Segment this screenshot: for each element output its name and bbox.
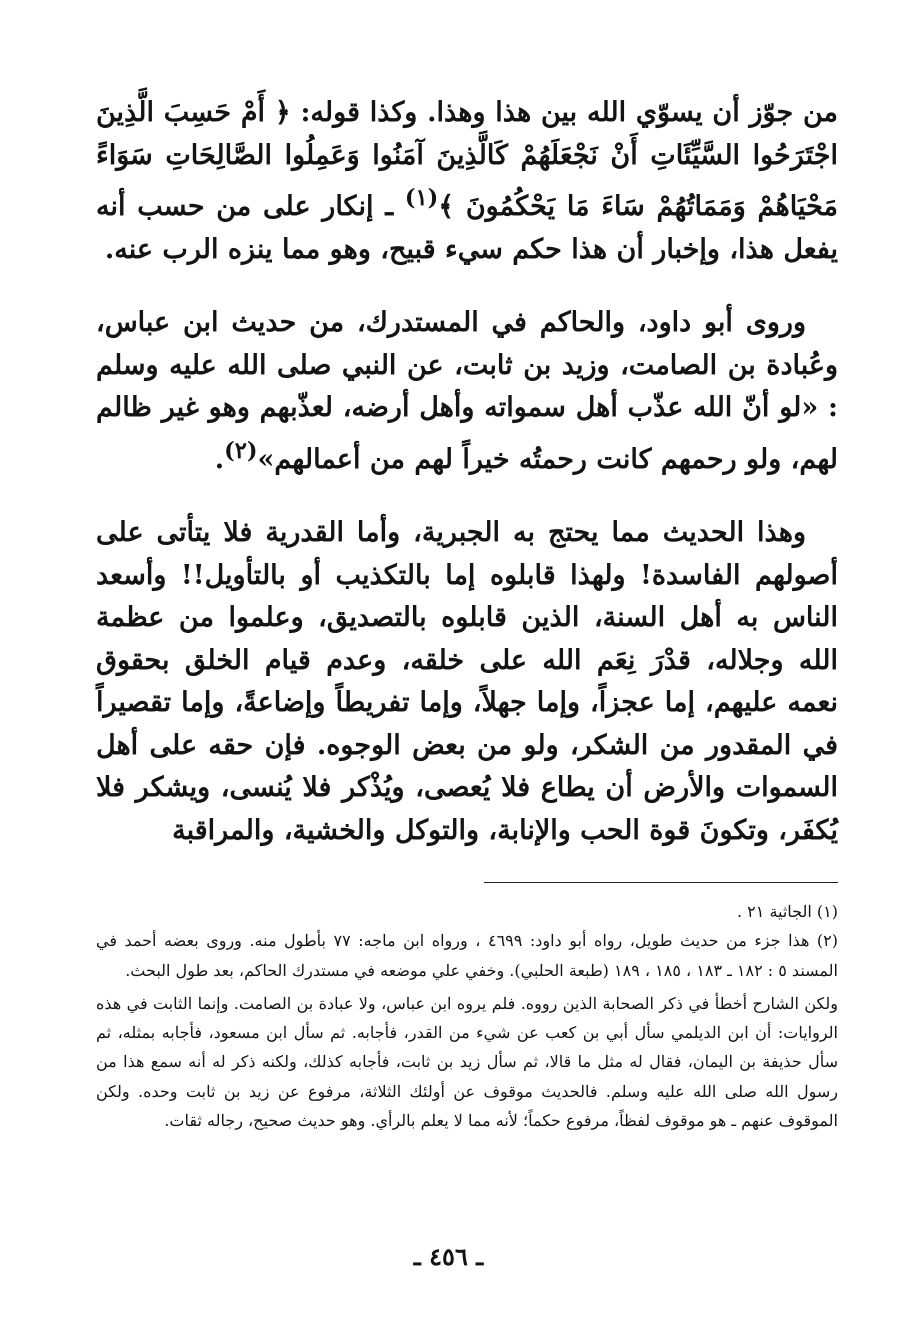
paragraph-1-rest: ـ إنكار على من حسب أنه يفعل هذا، وإخبار أن هذا حكم سيء قبيح، وهو مما ينزه الرب عنه. <box>96 191 838 265</box>
footnote-ref-2: (٢) <box>224 437 258 464</box>
footnote-2-continuation: ولكن الشارح أخطأ في ذكر الصحابة الذين رووه. فلم يروه ابن عباس، ولا عبادة بن الصامت. وإنما الثابت في هذه الروايات: أن ابن الديلمي سأل أبي بن كعب عن شيء من القدر، فأجابه. ثم سأل ابن مسعود، فأجابه بمثله، ثم سأل حذيفة بن اليمان، فقال له مثل ما قالا، ثم سأل زيد بن ثابت، فأجابه كذلك، ولكنه ذكر له أنه سمع هذا من رسول الله صلى الله عليه وسلم. فالحديث موقوف عن أولئك الثلاثة، مرفوع عن زيد بن ثابت وحده. ولكن الموقوف عنهم ـ هو موقوف لفظاً، مرفوع حكماً؛ لأنه مما لا يعلم بالرأي. وهو حديث صحيح، رجاله ثقات. <box>96 993 838 1131</box>
paragraph-1 <box>96 92 838 271</box>
footnote-1: (١) الجاثية ٢١ . <box>737 902 838 921</box>
footnotes <box>96 897 838 1135</box>
paragraph-3: وهذا الحديث مما يحتج به الجبرية، وأما القدرية فلا يتأتى على أصولهم الفاسدة! ولهذا قابلوه إما بالتكذيب أو بالتأويل!! وأسعد الناس به أهل السنة، الذين قابلوه بالتصديق، وعلموا من عظمة الله وجلاله، قدْرَ نِعَم الله على خلقه، وعدم قيام الخلق بحقوق نعمه عليهم، إما عجزاً، وإما جهلاً، وإما تفريطاً وإضاعةً، وإما تقصيراً في المقدور من الشكر، ولو من بعض الوجوه. فإن حقه على أهل السموات والأرض أن يطاع فلا يُعصى، ويُذْكر فلا يُنسى، ويشكر فلا يُكفَر، وتكونَ قوة الحب والإنابة، والتوكل والخشية، والمراقبة <box>96 517 838 846</box>
paragraph-2 <box>96 302 838 481</box>
footnote-ref-1: (١) <box>404 185 439 211</box>
page-number: ـ ٤٥٦ ـ <box>413 1242 484 1271</box>
paragraph-1-lead: من جوّز أن يسوّي الله بين هذا وهذا. وكذا قوله: <box>300 97 838 128</box>
paragraph-2-text: وروى أبو داود، والحاكم في المستدرك، من حديث ابن عباس، وعُبادة بن الصامت، وزيد بن ثابت، عن النبي صلى الله عليه وسلم : «لو أنّ الله عذّب أهل سمواته وأهل أرضه، لعذّبهم وهو غير ظالم لهم، ولو رحمهم كانت رحمتُه خيراً لهم من أعمالهم» <box>96 307 838 475</box>
footnote-divider <box>484 882 838 883</box>
paragraph-2-end: . <box>214 443 225 475</box>
main-text <box>96 92 838 852</box>
quran-verse: ﴿ أَمْ حَسِبَ الَّذِينَ اجْتَرَحُوا السَّيِّئَاتِ أَنْ نَجْعَلَهُمْ كَالَّذِينَ آمَنُوا وَعَمِلُوا الصَّالِحَاتِ سَوَاءً مَحْيَاهُمْ وَمَمَاتُهُمْ سَاءَ مَا يَحْكُمُونَ ﴾ <box>96 97 839 222</box>
footnote-2: (٢) هذا جزء من حديث طويل، رواه أبو داود: ٤٦٩٩ ، ورواه ابن ماجه: ٧٧ بأطول منه. وروى بعضه أحمد في المسند ٥ : ١٨٢ ـ ١٨٣ ، ١٨٥ ، ١٨٩ (طبعة الحلبي). وخفي علي موضعه في مستدرك الحاكم، بعد طول البحث. <box>96 931 839 980</box>
